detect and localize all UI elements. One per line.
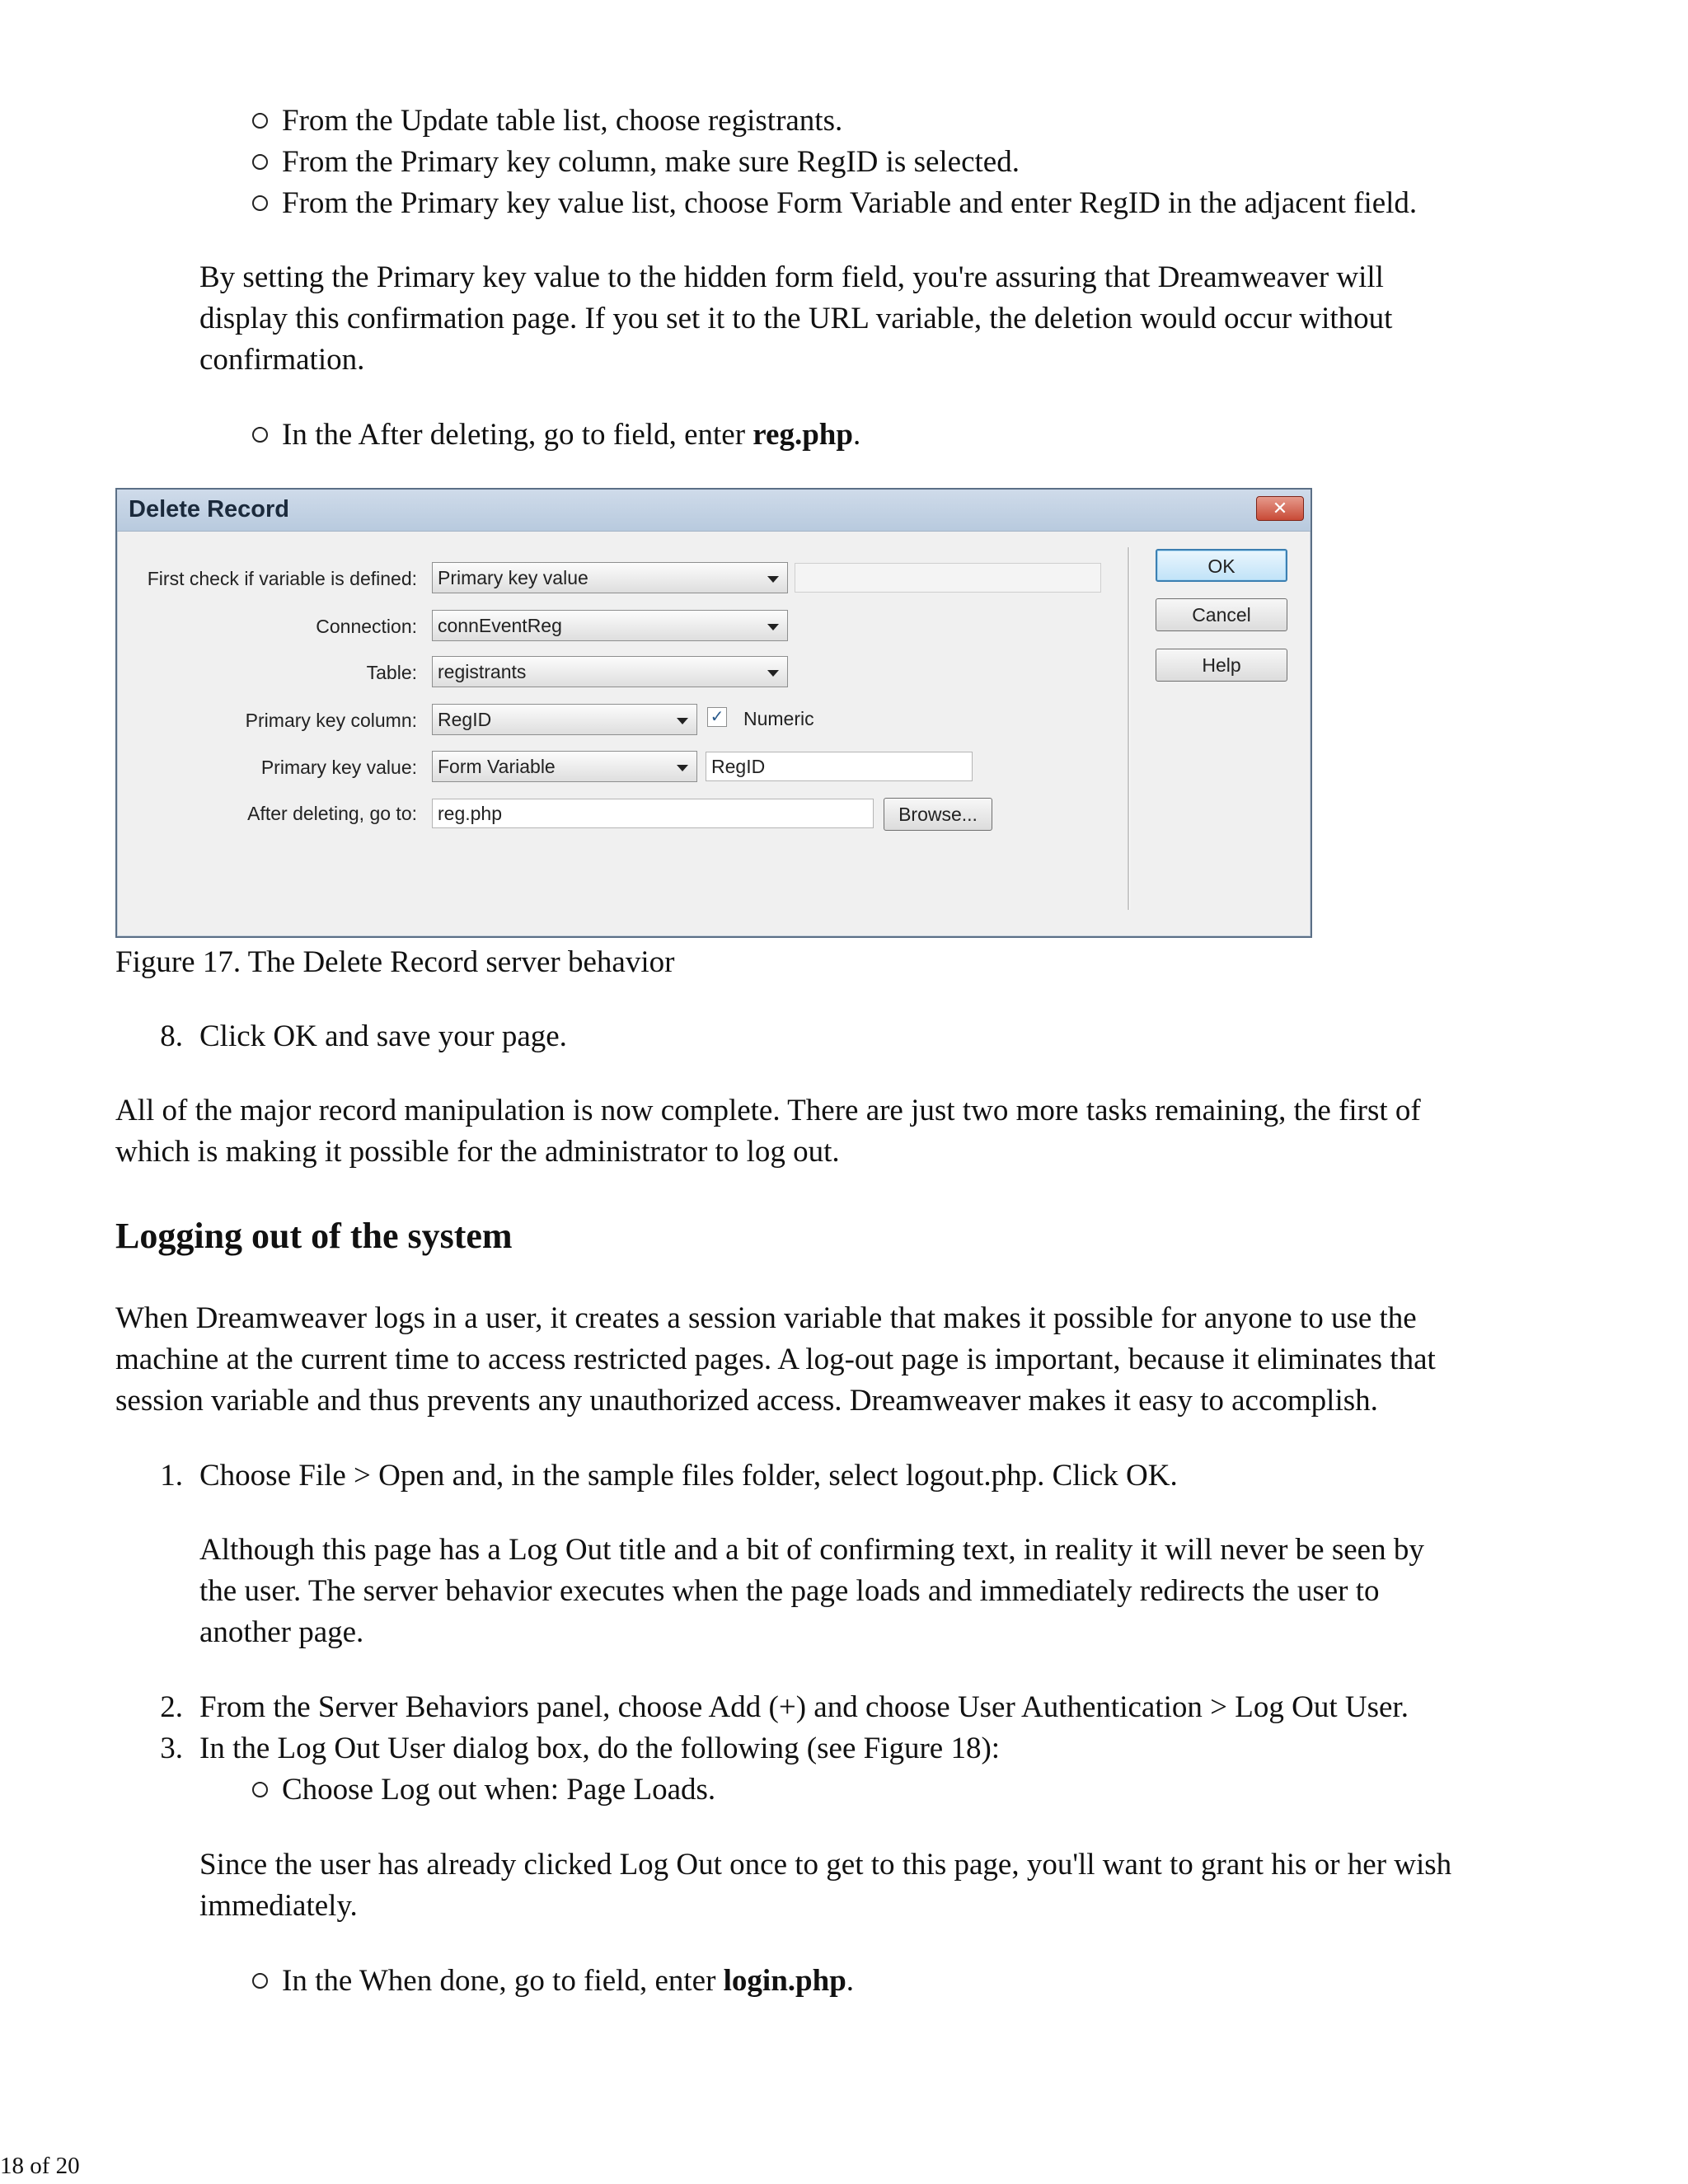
paragraph-line: machine at the current time to access restricted pages. A log-out page is important, because it eliminates that <box>115 1343 1436 1376</box>
chevron-down-icon <box>677 765 688 771</box>
dialog-titlebar <box>117 490 1311 532</box>
list-item-when-done <box>282 1961 854 2002</box>
after-deleting-field[interactable]: reg.php <box>432 799 874 828</box>
chevron-down-icon <box>767 624 779 630</box>
paragraph-line: Since the user has already clicked Log Out once to get to this page, you'll want to grant his or her wish <box>199 1848 1452 1882</box>
bullet-marker <box>252 195 268 211</box>
first-check-value: Primary key value <box>438 567 588 588</box>
dialog-separator <box>1128 547 1130 910</box>
first-check-label: First check if variable is defined: <box>147 568 417 589</box>
pk-value-field[interactable]: RegID <box>706 752 973 781</box>
after-deleting-label: After deleting, go to: <box>247 803 417 824</box>
bullet-marker <box>252 154 268 170</box>
paragraph-line: confirmation. <box>199 343 365 377</box>
list-item-punct: . <box>846 1964 855 1998</box>
help-button[interactable]: Help <box>1156 649 1287 682</box>
list-item-punct: . <box>852 418 861 452</box>
pk-value-label: Primary key value: <box>260 757 417 778</box>
numeric-checkbox[interactable]: ✓ <box>707 707 727 727</box>
table-select[interactable] <box>432 656 788 687</box>
paragraph-line: By setting the Primary key value to the hidden form field, you're assuring that Dreamweaver will <box>199 260 1384 294</box>
paragraph-line: When Dreamweaver logs in a user, it creates a session variable that makes it possible for anyone to use the <box>115 1301 1417 1335</box>
table-value: registrants <box>438 661 527 682</box>
page-number: 18 of 20 <box>0 2153 80 2179</box>
paragraph-line: another page. <box>199 1615 364 1649</box>
chevron-down-icon <box>767 670 779 677</box>
list-item: From the Primary key column, make sure RegID is selected. <box>282 145 1020 179</box>
paragraph-line: which is making it possible for the administrator to log out. <box>115 1135 840 1169</box>
connection-label: Connection: <box>316 616 417 637</box>
filename-emphasis: reg.php <box>753 418 853 452</box>
chevron-down-icon <box>767 576 779 583</box>
figure-caption: Figure 17. The Delete Record server behavior <box>115 945 675 979</box>
step-number: 1. <box>160 1459 183 1493</box>
bullet-marker <box>252 113 268 129</box>
section-heading: Logging out of the system <box>115 1216 513 1256</box>
list-item: Choose Log out when: Page Loads. <box>282 1773 716 1807</box>
pk-value-value: Form Variable <box>438 756 556 777</box>
step-text: From the Server Behaviors panel, choose Add (+) and choose User Authentication > Log Out User. <box>199 1690 1409 1724</box>
list-item: From the Primary key value list, choose Form Variable and enter RegID in the adjacent field. <box>282 186 1418 220</box>
cancel-button[interactable]: Cancel <box>1156 598 1287 631</box>
dialog-title: Delete Record <box>129 496 290 523</box>
ok-button[interactable]: OK <box>1156 549 1287 582</box>
step-number: 2. <box>160 1690 183 1724</box>
step-number: 3. <box>160 1732 183 1765</box>
delete-record-dialog <box>115 488 1312 938</box>
table-label: Table: <box>366 662 417 683</box>
list-item-text: In the When done, go to field, enter <box>282 1964 724 1998</box>
chevron-down-icon <box>677 718 688 724</box>
filename-emphasis: login.php <box>723 1964 846 1998</box>
close-icon[interactable]: ✕ <box>1256 496 1304 521</box>
bullet-marker <box>252 1973 268 1989</box>
step-number: 8. <box>160 1019 183 1053</box>
pk-column-select[interactable] <box>432 704 697 735</box>
bullet-marker <box>252 1782 268 1797</box>
paragraph-line: display this confirmation page. If you set it to the URL variable, the deletion would occur without <box>199 302 1393 335</box>
paragraph-line: Although this page has a Log Out title and a bit of confirming text, in reality it will never be seen by <box>199 1533 1424 1567</box>
browse-button[interactable]: Browse... <box>884 798 992 831</box>
step-text: Choose File > Open and, in the sample files folder, select logout.php. Click OK. <box>199 1459 1178 1493</box>
step-text: In the Log Out User dialog box, do the following (see Figure 18): <box>199 1732 1001 1765</box>
paragraph-line: immediately. <box>199 1889 358 1923</box>
list-item: From the Update table list, choose registrants. <box>282 104 843 138</box>
bullet-marker <box>252 427 268 443</box>
pk-value-select[interactable] <box>432 751 697 782</box>
pk-column-value: RegID <box>438 709 492 730</box>
paragraph-line: All of the major record manipulation is now complete. There are just two more tasks remaining, the first of <box>115 1094 1421 1127</box>
step-text: Click OK and save your page. <box>199 1019 567 1053</box>
connection-value: connEventReg <box>438 615 562 636</box>
connection-select[interactable] <box>432 610 788 641</box>
first-check-field <box>795 563 1101 593</box>
paragraph-line: the user. The server behavior executes when the page loads and immediately redirects the user to <box>199 1574 1380 1608</box>
list-item-text: In the After deleting, go to field, enter <box>282 418 753 452</box>
numeric-label: Numeric <box>743 708 814 729</box>
paragraph-line: session variable and thus prevents any unauthorized access. Dreamweaver makes it easy to accomplish. <box>115 1384 1378 1418</box>
list-item-after-deleting <box>282 415 860 456</box>
pk-column-label: Primary key column: <box>245 710 417 731</box>
first-check-select[interactable] <box>432 562 788 593</box>
